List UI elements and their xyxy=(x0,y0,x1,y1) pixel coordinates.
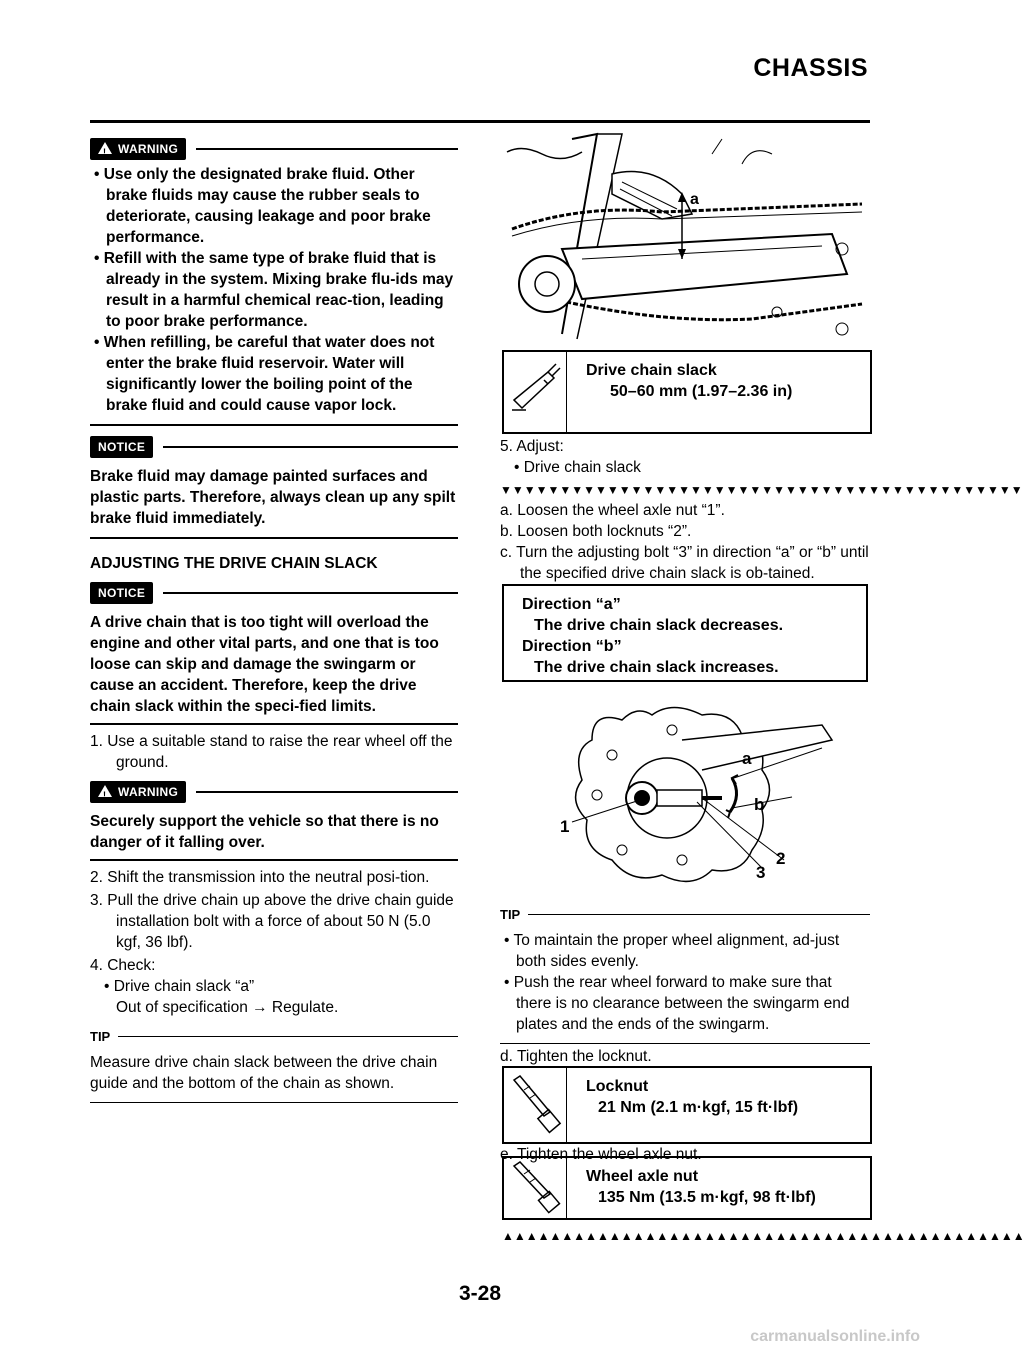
axle-adjuster-figure xyxy=(552,700,842,890)
warning-end-rule xyxy=(90,424,458,426)
notice-header xyxy=(90,580,458,606)
section-title: ADJUSTING THE DRIVE CHAIN SLACK xyxy=(90,555,378,572)
spec-value: 21 Nm (2.1 m·kgf, 15 ft·lbf) xyxy=(598,1099,799,1116)
spec-box-chain-slack xyxy=(502,350,872,434)
spec-value: 50–60 mm (1.97–2.36 in) xyxy=(610,383,793,400)
tip-text: Measure drive chain slack between the drive chain guide and the bottom of the chain as shown. xyxy=(90,1054,438,1092)
tip-item: • To maintain the proper wheel alignment, ad-just both sides evenly. xyxy=(500,930,870,972)
tip-header: TIP xyxy=(90,1026,458,1046)
notice-text: A drive chain that is too tight will overload the engine and other vital parts, and one that is too loose can skip and damage the swingarm or cause an accident. Therefore, keep the drive chain slack within the speci-fied limits. xyxy=(90,614,439,715)
header-rule xyxy=(90,120,870,123)
torque-wrench-icon xyxy=(504,1068,567,1142)
notice-end-rule xyxy=(90,537,458,539)
warning-badge: !WARNING xyxy=(90,138,186,160)
chain-slack-figure xyxy=(502,134,868,348)
watermark: carmanualsonline.info xyxy=(750,1328,920,1345)
warning-list xyxy=(90,164,458,416)
spec-name: Wheel axle nut xyxy=(586,1168,699,1185)
spec-box-locknut xyxy=(502,1066,872,1144)
tip-header: TIP xyxy=(500,904,870,924)
figure-label-a: a xyxy=(742,749,752,768)
caliper-icon xyxy=(504,352,567,432)
left-column xyxy=(90,136,458,1103)
sub-step-b: b. Loosen both locknuts “2”. xyxy=(500,523,692,540)
direction-b-text: The drive chain slack increases. xyxy=(534,659,779,676)
start-marker: ▼▼▼▼▼▼▼▼▼▼▼▼▼▼▼▼▼▼▼▼▼▼▼▼▼▼▼▼▼▼▼▼▼▼▼▼▼▼▼▼▼▼▼▼ xyxy=(500,483,1023,497)
tip-item: • Push the rear wheel forward to make sure that there is no clearance between the swingarm end plates and the ends of the swingarm. xyxy=(500,972,870,1035)
tip-end-rule xyxy=(90,1102,458,1103)
sub-step-a: a. Loosen the wheel axle nut “1”. xyxy=(500,502,725,519)
right-tip xyxy=(500,904,870,1067)
warning-header xyxy=(90,136,458,162)
notice-header xyxy=(90,434,458,460)
page-title: CHASSIS xyxy=(753,54,868,82)
warning-header xyxy=(90,779,458,805)
direction-b-label: Direction “b” xyxy=(522,638,622,655)
tip-end-rule xyxy=(500,1043,870,1044)
figure-label-3: 3 xyxy=(756,863,766,882)
notice-end-rule xyxy=(90,723,458,725)
figure-label-2: 2 xyxy=(776,849,786,868)
sub-step-d: d. Tighten the locknut. xyxy=(500,1048,652,1065)
step-4-list xyxy=(100,976,458,997)
spec-value: 135 Nm (13.5 m·kgf, 98 ft·lbf) xyxy=(598,1189,816,1206)
spec-name: Drive chain slack xyxy=(586,362,717,379)
tip-list xyxy=(500,930,870,1035)
step-5-list xyxy=(510,457,870,478)
notice-badge: NOTICE xyxy=(90,436,153,458)
warning-end-rule xyxy=(90,859,458,861)
warning-item: • Refill with the same type of brake fluid that is already in the system. Mixing brake flu-ids may result in a harmful chemical reac-tion, leading to poor brake performance. xyxy=(90,248,458,332)
notice-text: Brake fluid may damage painted surfaces and plastic parts. Therefore, always clean up any spilt brake fluid immediately. xyxy=(90,468,456,527)
figure-label-1: 1 xyxy=(560,817,570,836)
warning-badge: !WARNING xyxy=(90,781,186,803)
step-2: 2. Shift the transmission into the neutral posi-tion. xyxy=(90,869,430,886)
direction-a-text: The drive chain slack decreases. xyxy=(534,617,784,634)
notice-badge: NOTICE xyxy=(90,582,153,604)
torque-wrench-icon xyxy=(504,1158,567,1218)
end-marker: ▲▲▲▲▲▲▲▲▲▲▲▲▲▲▲▲▲▲▲▲▲▲▲▲▲▲▲▲▲▲▲▲▲▲▲▲▲▲▲▲▲▲▲▲ xyxy=(502,1229,1025,1243)
warning-item: • Use only the designated brake fluid. Other brake fluids may cause the rubber seals to deteriorate, causing leakage and poor brake performance. xyxy=(90,164,458,248)
step-4: 4. Check: xyxy=(90,957,156,974)
list-item: • Drive chain slack “a” xyxy=(100,976,458,997)
warning-icon xyxy=(98,142,112,154)
warning-text: Securely support the vehicle so that there is no danger of it falling over. xyxy=(90,813,439,851)
figure-label-b: b xyxy=(754,795,765,814)
figure-label-a: a xyxy=(690,191,699,208)
list-item: • Drive chain slack xyxy=(510,457,870,478)
page-number: 3-28 xyxy=(458,1282,502,1305)
step-1: 1. Use a suitable stand to raise the rear wheel off the ground. xyxy=(90,733,453,771)
direction-a-label: Direction “a” xyxy=(522,596,621,613)
direction-box xyxy=(502,584,868,682)
sub-step-c: c. Turn the adjusting bolt “3” in direction “a” or “b” until the specified drive chain slack is ob-tained. xyxy=(500,544,869,582)
spec-name: Locknut xyxy=(586,1078,649,1095)
spec-box-wheel-axle-nut xyxy=(502,1156,872,1220)
warning-item: • When refilling, be careful that water does not enter the brake fluid reservoir. Water will significantly lower the boiling point of the brake fluid and could cause vapor lock. xyxy=(90,332,458,416)
step-5: 5. Adjust: xyxy=(500,438,564,455)
step-3: 3. Pull the drive chain up above the drive chain guide installation bolt with a force of about 50 N (5.0 kgf, 36 lbf). xyxy=(90,892,454,951)
step-4-out: Out of specification → Regulate. xyxy=(116,999,339,1016)
sub-step-e: e. Tighten the wheel axle nut. xyxy=(500,1146,702,1163)
warning-icon xyxy=(98,785,112,797)
